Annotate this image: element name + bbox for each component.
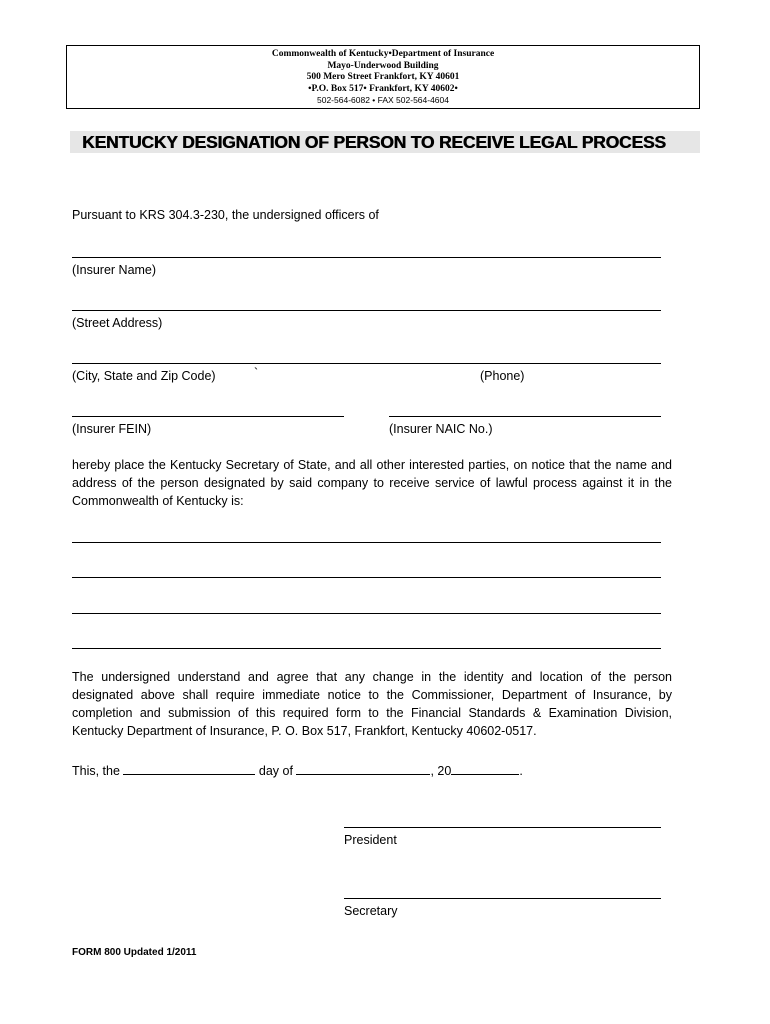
fein-label: (Insurer FEIN) (72, 422, 152, 436)
fein-field[interactable] (72, 416, 344, 417)
header-line-1: Commonwealth of Kentucky•Department of Insurance (271, 49, 495, 59)
department-header (66, 45, 700, 109)
page-title: KENTUCKY DESIGNATION OF PERSON TO RECEIVE LEGAL PROCESS (82, 132, 666, 152)
month-field[interactable] (296, 760, 430, 775)
notice-paragraph: hereby place the Kentucky Secretary of State, and all other interested parties, on notice that the name and address of the person designated by said company to receive service of lawful process against it in the Commonwealth of Kentucky is: (72, 458, 672, 508)
president-signature-field[interactable] (344, 827, 661, 828)
date-prefix: This, the (72, 764, 120, 778)
header-line-3: 500 Mero Street Frankfort, KY 40601 (306, 72, 460, 82)
designee-line-2[interactable] (72, 577, 661, 578)
designee-line-1[interactable] (72, 542, 661, 543)
date-period: . (519, 764, 523, 778)
insurer-name-label: (Insurer Name) (72, 263, 157, 277)
agreement-paragraph: The undersigned understand and agree that any change in the identity and location of the person designated above shall require immediate notice to the Commissioner, Department of Insurance, by completion and submission of this required form to the Financial Standards & Examination Division, Kentucky Department of Insurance, P. O. Box 517, Frankfort, Kentucky 40602-0517. (72, 670, 672, 738)
intro-text: Pursuant to KRS 304.3-230, the undersigned officers of (72, 208, 379, 222)
date-line (72, 760, 523, 780)
day-of-label: day of (258, 764, 293, 778)
city-phone-field[interactable] (72, 363, 661, 364)
phone-label: (Phone) (480, 369, 525, 383)
secretary-signature-field[interactable] (344, 898, 661, 899)
day-field[interactable] (123, 760, 255, 775)
designee-line-3[interactable] (72, 613, 661, 614)
designee-line-4[interactable] (72, 648, 661, 649)
insurer-name-field[interactable] (72, 257, 661, 258)
stray-mark: ` (254, 366, 259, 380)
city-state-zip-label: (City, State and Zip Code) (72, 369, 216, 383)
naic-label: (Insurer NAIC No.) (389, 422, 493, 436)
year-prefix: , 20 (430, 764, 452, 778)
naic-field[interactable] (389, 416, 661, 417)
street-address-field[interactable] (72, 310, 661, 311)
header-line-2: Mayo-Underwood Building (327, 60, 439, 71)
street-address-label: (Street Address) (72, 316, 163, 330)
year-field[interactable] (451, 760, 519, 775)
secretary-label: Secretary (344, 904, 398, 918)
form-footer: FORM 800 Updated 1/2011 (72, 947, 197, 958)
president-label: President (344, 833, 397, 847)
header-line-5: 502-564-6082 • FAX 502-564-4604 (317, 95, 449, 105)
header-line-4: •P.O. Box 517• Frankfort, KY 40602• (308, 83, 458, 94)
